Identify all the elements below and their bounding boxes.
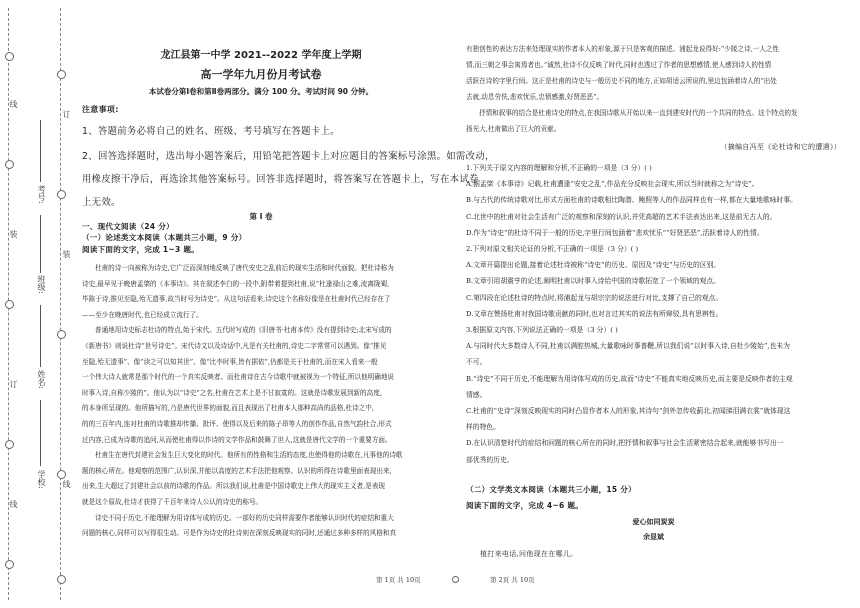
question-line: 部优秀的历史。: [466, 455, 514, 464]
binding-mark: 装: [9, 230, 18, 238]
class-blank[interactable]: [40, 215, 41, 273]
name-label: 姓名:: [37, 370, 46, 389]
school-label: 学校:: [37, 470, 46, 489]
passage-line: 诗史,最早见于晚唐孟棨的《本事诗》。其在叙述李白的一段中,附带着提到杜甫,说“杜逢禄山之难,流离陇蜀,: [82, 279, 390, 288]
passage-line: 抒情和叙事的结合是杜甫诗史的特点,在我国诗歌从开始以来一直到建安时代的一个共同的特点。这个特点的发: [479, 109, 798, 117]
passage-line: 扬光大,杜甫做出了巨大的贡献。: [466, 125, 561, 133]
story-author: 余显斌: [643, 533, 664, 541]
page-number-left: 第 1页 共 10页: [376, 576, 421, 584]
hole-mark: [5, 300, 14, 309]
passage-line: ——至少在晚唐时代,也已经成立流行了。: [82, 310, 203, 319]
hole-mark: [5, 440, 14, 449]
source-note: （摘编自冯至《论杜诗和它的遭遇》）: [720, 143, 841, 151]
page-number-right: 第 2页 共 10页: [490, 576, 535, 584]
passage-line: 杜甫的诗一向被称为诗史,它广泛而深刻地反映了唐代安史之乱前后的现实生活和时代面貌。把杜诗称为: [95, 264, 394, 272]
passage-line: 的本身所呈现的。他所描写的,乃是唐代世界的面貌,而且表现出了杜甫本人那种高尚的品格,杜诗之中,: [82, 404, 374, 413]
instruction-2: 阅读下面的文字，完成 4~6 题。: [466, 501, 584, 510]
hole-mark: [5, 560, 14, 569]
passage-line: 去就,动息劳佚,悲欢忧乐,忠愤感激,好贤恶恶”。: [466, 93, 604, 101]
sub-section-2: （二）文学类文本阅读（本题共三小题，15 分）: [466, 485, 636, 494]
binding-mark: 线: [9, 500, 18, 508]
passage-line: 《新唐书》则说杜诗“世号诗史”。宋代诗文以及诗话中,凡是有关杜甫的,诗史二字常常可以遇到。像“推见: [82, 341, 387, 350]
story-title: 爱心如同炭炭: [632, 518, 675, 526]
question-line: 3.根据原文内容,下列说法正确的一项是（3 分）( ): [466, 326, 618, 335]
question-line: A.与同时代大多数诗人不同,杜甫以满腔热城,大量歌咏时事普鞭,所以我们说“以时事入诗,自杜少陵始”,也未为: [466, 342, 790, 351]
school-title: 龙江县第一中学 2021--2022 学年度上学期: [160, 50, 362, 61]
exam-note: 本试卷分第Ⅰ卷和第Ⅱ卷两部分。满分 100 分。考试时间 90 分钟。: [148, 87, 374, 96]
exam-title: 高一学年九月份月考试卷: [200, 68, 322, 81]
question-line: B.文章引用胡震亨的论述,阐明杜甫以时事入诗给中国的诗歌拓宽了一个领域的观点。: [466, 277, 721, 286]
question-line: B.与古代的传统诗歌对比,形式方面杜甫的诗歌相比陶潜、鲍照等人的作品同样也有一样,都在大量地歌咏时事。: [466, 196, 797, 205]
binding-mark: 线: [9, 100, 18, 108]
passage-line: 过内容,已成为诗歌的追问,从而使杜甫得以作诗的文学作品和鼓舞了世人,这就是唐代文学的一个重要方面。: [82, 435, 392, 444]
passage-line: 问题的核心,同样可以写得很生动。可是作为诗史的杜诗则在深刻反映现实的同时,还通过多种多样的风格和真: [82, 529, 397, 538]
story-first-line: 植打来电话,问他现在在哪儿。: [480, 550, 578, 558]
hole-mark: [5, 160, 14, 169]
hole-mark: [5, 52, 14, 61]
section-heading: 一、现代文阅读（24 分）: [82, 222, 174, 231]
question-line: 1.下列关于原文内容的理解和分析,不正确的一项是（3 分）( ): [466, 164, 652, 172]
question-line: 情感。: [466, 390, 487, 399]
notice-heading: 注意事项:: [82, 105, 119, 114]
passage-left: [82, 261, 440, 542]
question-line: 2.下列对原文相关论证的分析,不正确的一项是（3 分）( ): [466, 245, 639, 254]
passage-line: 有独创性的表达方法来处理现实的作者本人的形象,源于只是客观的描述。浦起龙说得好:“少陵之诗,一人之性: [466, 45, 780, 53]
notice-item-2b: 用橡皮擦干净后，再选涂其他答案标号。回答非选择题时，将答案写在答题卡上，写在本试卷: [82, 174, 479, 185]
binding-mark: 装: [62, 250, 71, 258]
sub-section-1: （一）论述类文本阅读（本题共三小题，9 分）: [82, 233, 247, 242]
question-line: D.文章在赞扬杜甫对我国诗歌贡献的同时,也对言过其实的说法有所辩驳,具有思辨性。: [466, 309, 723, 318]
question-line: D.作为“诗史”的杜诗不同于一般的历史,字里行间包涵着“悲欢忧乐”“好贤恶恶”,活跃着诗人的性情。: [466, 228, 764, 237]
part1-label: 第 Ⅰ 卷: [249, 212, 273, 221]
cut-line-inner: [60, 8, 61, 600]
notice-item-2a: 2、回答选择题时，选出每小题答案后，用铅笔把答题卡上对应题目的答案标号涂黑。如需改动，: [82, 151, 495, 162]
name-blank[interactable]: [40, 305, 41, 367]
question-line: C.第四段在论述杜诗的特点时,将浦起龙与胡宗宗的说法进行对比,支撑了自己的观点。: [466, 293, 723, 302]
binding-mark: 订: [9, 380, 18, 388]
question-line: C.杜甫的“史诗”深刻反映现实的同时凸显作者本人的形象,其诗句“剑外忽传收蓟北,初闻涕泪满衣裳”就体现这: [466, 407, 791, 416]
class-label: 班级:: [37, 275, 46, 294]
passage-line: 就是这个原故,杜诗才获得了千百年来诗人公认的诗史的称号。: [82, 497, 263, 506]
hole-mark: [57, 70, 66, 79]
exam-no-label: 考号:: [37, 185, 46, 204]
question-line: C.北世中的杜甫对社会生活有广泛的观察和深刻的认识,并凭高超的艺术手法表达出来,这是前无古人的。: [466, 212, 777, 221]
hole-mark: [57, 190, 66, 199]
school-blank[interactable]: [40, 400, 41, 466]
binding-mark: 线: [62, 480, 71, 488]
passage-line: 的的三百年内,连对杜甫的诗歌推却传播、批评、使得以及后来的陈子昂等人的创作作品,自然气韵杜合,形式: [82, 419, 392, 428]
notice-item-1: 1、答题前务必将自己的姓名、班级、考号填写在答题卡上。: [82, 126, 340, 137]
question-line: A.据孟棨《本事诗》记载,杜甫遭逢“安史之乱”,作品充分反映社会现实,所以当时就称之为“诗史”。: [466, 180, 759, 189]
question-line: 不可。: [466, 358, 487, 367]
passage-line: 活跃在诗的字里行间。这正是杜甫的诗史与一般历史不同的地方,正如胡适云所说的,里边包涵着诗人的“出处: [466, 77, 777, 85]
passage-line: 一个伟大诗人就常是那个时代的一个真实反映者。而杜甫诗在古今诗歌中就被视为一个特征,所以他明确地说: [82, 373, 395, 382]
question-line: A.文章开篇提出论题,接着论述杜诗被称“诗史”的历史、原因及“诗史”与历史的区别。: [466, 261, 721, 270]
question-line: D.在认识清楚时代的症结和问题的核心所在的同时,把抒情和叙事与社会生活紧密结合起来,就能够书写出一: [466, 439, 784, 448]
passage-line: 诗史不同于历史,不能理解为用诗体写成的历史。一部好的历史同样需要作者能够认识时代的症结和重大: [95, 513, 394, 522]
question-line: 样的特色。: [466, 423, 500, 432]
instruction-1: 阅读下面的文字，完成 1~3 题。: [82, 245, 200, 254]
notice-item-2c: 上无效。: [82, 197, 121, 208]
center-mark: [452, 576, 459, 583]
passage-line: 至隐,殆无遗事”、像“读之可以知其世”、像“比李时事,皆有据依”,仍都是关于杜甫的,而在宋人看来一般: [82, 357, 378, 366]
binding-mark: 订: [62, 110, 71, 118]
passage-line: 出来,生大超过了封建社会以前的诗歌的作品。所以我们说,杜甫是中国诗歌史上伟大的现实主义者,是表现: [82, 482, 386, 491]
passage-right: [466, 41, 841, 137]
question-list: [466, 160, 841, 468]
binding-margin: [0, 0, 71, 608]
exam-no-blank[interactable]: [40, 120, 41, 182]
passage-line: 毕陈于诗,推见至隐,殆无遗事,故当时号为诗史”。从这句话看来,诗史这个名称好像是在杜甫时代已经存在了: [82, 295, 391, 304]
passage-line: 题的核心所在。他观察的范围广,认识深,并能以高度的艺术手法把他观察、认识的所得在诗歌里面表现出来,: [82, 466, 392, 475]
passage-line: 时事入诗,自称少陵的”。他认为以“诗史”之名,杜甫在艺术上是不甘寂寞的。这就是诗歌发展到新的高度,: [82, 388, 382, 397]
hole-mark: [57, 575, 66, 584]
passage-line: 情,而三朝之事会寓焉者也。”诚然,杜诗不仅反映了时代,同时也透过了作者的思想感情,使人感到诗人的性情: [466, 61, 772, 69]
question-line: B.“诗史”不同于历史,不能理解为用诗体写成的历史,故而“诗史”不能真实地反映历史,而主要是反映作者的主观: [466, 374, 793, 383]
hole-mark: [57, 470, 66, 479]
passage-line: 杜甫生在唐代封建社会发生巨大变化的时代。他所有的性格和生活的态度,也使得他的诗歌在,凡事他的诗歌: [95, 451, 403, 460]
passage-line: 普通地用诗史标志杜诗的特点,始于宋代。五代时写成的《旧唐书·杜甫本传》没有提到诗史;北宋写成的: [95, 326, 392, 335]
hole-mark: [57, 330, 66, 339]
